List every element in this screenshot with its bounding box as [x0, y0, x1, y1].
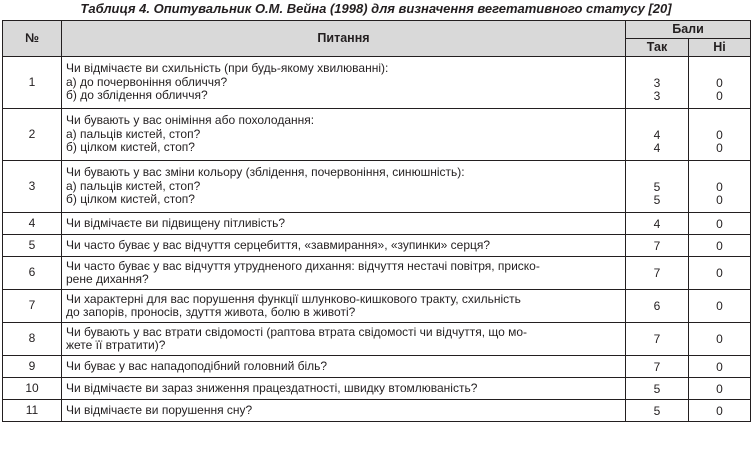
no-points-cell: [689, 57, 751, 109]
question-cell: [62, 161, 626, 213]
table-row: [3, 400, 751, 422]
question-line: а) пальців кистей, стоп?: [66, 178, 201, 193]
yes-points-value: 5: [653, 381, 661, 396]
yes-points-value: 7: [653, 359, 661, 374]
row-number: 7: [3, 290, 62, 323]
no-points-cell: [689, 356, 751, 378]
no-points-cell: [689, 257, 751, 290]
yes-points-value: 7: [653, 332, 661, 347]
question-cell: [62, 257, 626, 290]
row-number: 5: [3, 235, 62, 257]
question-cell: [62, 378, 626, 400]
yes-points-value: 6: [653, 299, 661, 314]
yes-points-cell: [626, 290, 689, 323]
no-points-value: 0: [716, 299, 723, 314]
no-points-value: 0: [716, 238, 723, 253]
question-cell: [62, 109, 626, 161]
yes-points-cell: [626, 400, 689, 422]
header-number: №: [3, 21, 62, 57]
no-points-cell: [689, 323, 751, 356]
question-cell: [62, 290, 626, 323]
no-points-cell: [689, 109, 751, 161]
yes-points-cell: [626, 323, 689, 356]
no-points-cell: [689, 161, 751, 213]
yes-points-value: 7: [653, 238, 661, 253]
question-line: Чи бувають у вас зміни кольору (зблідення, почервоніння, синюшність):: [66, 165, 465, 180]
table-row: [3, 323, 751, 356]
question-line: Чи буває у вас нападоподібний головний біль?: [66, 358, 328, 373]
header-points: Бали: [626, 21, 751, 39]
no-points-cell: [689, 400, 751, 422]
table-row: [3, 161, 751, 213]
question-cell: [62, 235, 626, 257]
question-line: Чи відмічаєте ви підвищену пітливість?: [66, 215, 286, 230]
no-points-value: 0: [716, 359, 723, 374]
yes-points-value: 4: [653, 216, 661, 231]
yes-points-value: 3: [653, 89, 661, 104]
yes-points-cell: [626, 109, 689, 161]
no-points-cell: [689, 378, 751, 400]
question-cell: [62, 400, 626, 422]
yes-points-value: [630, 63, 684, 77]
table-caption: Таблиця 4. Опитувальник О.М. Вейна (1998) для визначення вегетативного статусу [20]: [80, 1, 672, 16]
yes-points-cell: [626, 356, 689, 378]
question-line: Чи характерні для вас порушення функції шлунково-кишкового тракту, схильність: [66, 291, 521, 306]
yes-points-value: 4: [653, 141, 661, 156]
no-points-cell: [689, 235, 751, 257]
question-line: а) пальців кистей, стоп?: [66, 126, 201, 141]
question-line: б) цілком кистей, стоп?: [66, 192, 195, 207]
table-row: [3, 235, 751, 257]
yes-points-value: [630, 115, 684, 129]
no-points-value: 0: [716, 381, 723, 396]
no-points-value: [693, 115, 746, 129]
no-points-value: 0: [716, 193, 723, 208]
question-cell: [62, 323, 626, 356]
row-number: 11: [3, 400, 62, 422]
question-line: Чи відмічаєте ви зараз зниження працездатності, швидку втомлюваність?: [66, 380, 478, 395]
question-line: Чи бувають у вас втрати свідомості (раптова втрата свідомості чи відчуття, що мо-: [66, 324, 528, 339]
yes-points-cell: [626, 161, 689, 213]
no-points-cell: [689, 290, 751, 323]
yes-points-cell: [626, 213, 689, 235]
no-points-value: 0: [716, 332, 723, 347]
table-row: [3, 57, 751, 109]
table-row: [3, 213, 751, 235]
yes-points-value: 5: [653, 403, 661, 418]
row-number: 1: [3, 57, 62, 109]
question-line: а) до почервоніння обличчя?: [66, 74, 228, 89]
question-line: рене дихання?: [66, 272, 149, 286]
question-line: до запорів, проносів, здуття живота, болю в животі?: [66, 305, 356, 319]
row-number: 9: [3, 356, 62, 378]
question-line: Чи бувають у вас оніміння або похолодання:: [66, 113, 315, 128]
yes-points-cell: [626, 257, 689, 290]
yes-points-value: 3: [653, 75, 661, 90]
no-points-value: 0: [716, 141, 723, 156]
question-line: Чи відмічаєте ви схильність (при будь-якому хвилюванні):: [66, 61, 389, 76]
header-question: Питання: [62, 21, 626, 57]
yes-points-value: 5: [653, 179, 661, 194]
table-row: [3, 109, 751, 161]
question-line: Чи часто буває у вас відчуття утрудненого дихання: відчуття нестачі повітря, приско-: [66, 258, 540, 273]
row-number: 10: [3, 378, 62, 400]
yes-points-value: 7: [653, 266, 661, 281]
yes-points-value: 4: [653, 127, 661, 142]
no-points-value: 0: [716, 403, 723, 418]
row-number: 4: [3, 213, 62, 235]
question-line: б) цілком кистей, стоп?: [66, 140, 195, 155]
vegetative-status-questionnaire-table: [2, 20, 751, 422]
no-points-value: 0: [716, 216, 723, 231]
no-points-value: 0: [716, 75, 723, 90]
question-cell: [62, 356, 626, 378]
no-points-cell: [689, 213, 751, 235]
question-line: Чи часто буває у вас відчуття серцебиття, «завмирання», «зупинки» серця?: [66, 237, 491, 252]
yes-points-value: 5: [653, 193, 661, 208]
table-row: [3, 257, 751, 290]
question-line: Чи відмічаєте ви порушення сну?: [66, 402, 253, 417]
question-line: б) до зблідення обличчя?: [66, 88, 208, 103]
yes-points-cell: [626, 57, 689, 109]
row-number: 2: [3, 109, 62, 161]
no-points-value: [693, 63, 746, 77]
yes-points-cell: [626, 235, 689, 257]
question-line: жете її втратити)?: [66, 338, 166, 352]
header-no: Ні: [689, 39, 751, 57]
no-points-value: 0: [716, 179, 723, 194]
table-row: [3, 378, 751, 400]
row-number: 3: [3, 161, 62, 213]
yes-points-cell: [626, 378, 689, 400]
table-row: [3, 290, 751, 323]
question-cell: [62, 213, 626, 235]
yes-points-value: [630, 167, 684, 181]
row-number: 8: [3, 323, 62, 356]
no-points-value: 0: [716, 266, 723, 281]
header-yes: Так: [626, 39, 689, 57]
no-points-value: 0: [716, 127, 723, 142]
question-cell: [62, 57, 626, 109]
no-points-value: [693, 167, 746, 181]
row-number: 6: [3, 257, 62, 290]
table-row: [3, 356, 751, 378]
no-points-value: 0: [716, 89, 723, 104]
